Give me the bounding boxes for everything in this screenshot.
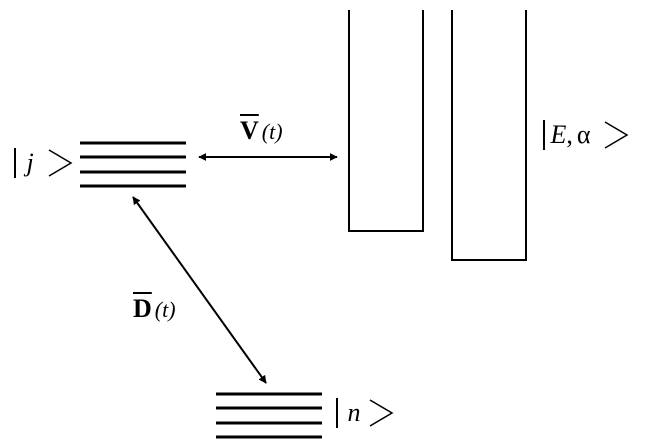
ket-continuum-separator: ,	[566, 120, 573, 149]
ket-j-bar	[14, 148, 16, 178]
v-operator-argument: (t)	[261, 119, 283, 144]
level-n-manifold	[216, 394, 322, 437]
v-coupling-label	[240, 118, 283, 144]
ket-continuum-energy: E	[550, 120, 567, 149]
ket-continuum-alpha: α	[576, 120, 591, 149]
continuum-channel-2	[452, 10, 526, 260]
continuum-channels	[349, 10, 526, 260]
ket-n-bar	[336, 398, 338, 428]
level-j-manifold	[80, 143, 186, 186]
continuum-channel-1	[349, 10, 423, 231]
ket-continuum-label	[543, 120, 591, 150]
d-operator-argument: (t)	[154, 297, 176, 322]
d-coupling-label	[133, 296, 176, 322]
ket-j-label	[14, 148, 34, 178]
ket-n-angle	[370, 400, 392, 426]
d-coupling-arrow	[133, 197, 266, 383]
ket-j-angle	[49, 150, 71, 176]
ket-n-symbol: n	[347, 398, 361, 427]
ket-continuum-bar	[543, 120, 545, 150]
ket-n-label	[336, 398, 361, 428]
v-operator-symbol: $\overline{V}$	[240, 116, 259, 145]
ket-continuum-angle	[605, 122, 627, 148]
d-operator-symbol: $\overline{D}$	[133, 294, 152, 323]
ket-j-symbol: j	[26, 148, 34, 177]
